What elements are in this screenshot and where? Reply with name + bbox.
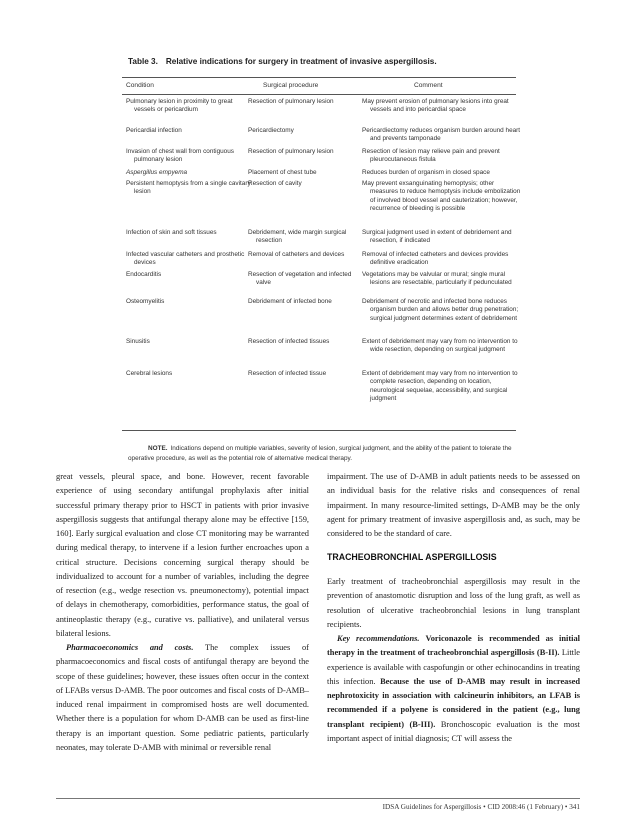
- right-column-top: [327, 470, 580, 541]
- run-in-heading: Key recommendations.: [337, 634, 420, 643]
- run-in-heading: Pharmacoeconomics and costs.: [66, 643, 194, 652]
- row-comment: May prevent erosion of pulmonary lesions into great vessels and into pericardial space: [362, 98, 509, 114]
- row-condition: Cerebral lesions: [126, 370, 173, 377]
- page-footer: IDSA Guidelines for Aspergillosis • CID 2008:46 (1 February) • 341: [382, 803, 580, 811]
- footer-rule: [56, 798, 580, 799]
- paragraph: impairment. The use of D-AMB in adult patients needs to be assessed on an individual basis for the relative risks and consequences of renal impairment. In many resource-limited settings, D-AMB may be the only agent for primary treatment of invasive aspergillosis and, as such, may be considered to be the standard of care.: [327, 472, 580, 538]
- section-heading: TRACHEOBRONCHIAL ASPERGILLOSIS: [327, 552, 497, 562]
- row-comment: May prevent exsanguinating hemoptysis; other measures to reduce hemoptysis include embolization of involved blood vessel and cauterization; however, recurrence of bleeding is possible: [362, 180, 521, 213]
- row-condition: Pulmonary lesion in proximity to great vessels or pericardium: [126, 98, 233, 114]
- table-top-rule: [122, 77, 516, 78]
- row-procedure: Debridement of infected bone: [248, 298, 332, 305]
- row-comment: Vegetations may be valvular or mural; single mural lesions are resectable, particularly if pedunculated: [362, 271, 512, 287]
- table-header-rule: [122, 94, 516, 95]
- left-column: [56, 470, 309, 755]
- table-label: Table 3.: [128, 57, 158, 66]
- paragraph-text: Bronchoscopic evaluation is the most important aspect of initial diagnosis; CT will assess the: [327, 719, 581, 743]
- row-condition: Osteomyelitis: [126, 298, 165, 305]
- recommendation-text: Because the use of D-AMB may result in increased nephrotoxicity in association with calcineurin inhibitors, an LFAB is recommended if a polyene is considered in the patient (e.g., lung transplant recipient) (B-III).: [327, 676, 581, 729]
- row-condition: Infection of skin and soft tissues: [126, 229, 217, 236]
- row-comment: Resection of lesion may relieve pain and prevent pleurocutaneous fistula: [362, 148, 500, 164]
- row-comment: Extent of debridement may vary from no intervention to wide resection, depending on surgical judgment: [362, 338, 518, 354]
- row-comment: Removal of infected catheters and devices provides definitive eradication: [362, 251, 509, 267]
- recommendation-text: Voriconazole is recommended as initial therapy in the treatment of tracheobronchial aspergillosis (B-II).: [327, 634, 580, 658]
- row-comment: Reduces burden of organism in closed space: [362, 169, 490, 176]
- column-header-condition: Condition: [126, 82, 154, 89]
- row-condition: Invasion of chest wall from contiguous pulmonary lesion: [126, 148, 234, 164]
- paragraph: [327, 632, 580, 746]
- table-bottom-rule: [122, 430, 516, 431]
- right-column-bottom: [327, 575, 580, 746]
- row-condition: Pericardial infection: [126, 127, 182, 134]
- column-header-procedure: Surgical procedure: [263, 82, 319, 89]
- note-text: Indications depend on multiple variables, severity of lesion, surgical judgment, and the ability of the patient to tolerate the operative procedure, as well as the potential role of alternative medical therapy.: [128, 445, 512, 462]
- row-procedure: Resection of pulmonary lesion: [248, 148, 334, 155]
- paragraph: great vessels, pleural space, and bone. However, recent favorable experience of using secondary antifungal prophylaxis after initial successful primary therapy prior to HSCT in patients with prior invasive aspergillosis suggests that antifungal therapy alone may be effective [159, 160]. Early surgical evaluation and close CT monitoring may be warranted during medical therapy, to intervene if a lesion further encroaches upon a critical structure. Decisions concerning surgical therapy should be individualized to account for a number of variables, including the degree of resection (e.g., wedge resection vs. pneumonectomy), potential impact of delays in chemotherapy, comorbidities, performance status, the goal of antineoplastic therapy (e.g., curative vs. palliative), and unilateral versus bilateral lesions.: [56, 472, 309, 638]
- row-procedure: Pericardiectomy: [248, 127, 294, 134]
- paragraph: [56, 641, 309, 755]
- row-procedure: Resection of infected tissues: [248, 338, 330, 345]
- table-caption: Relative indications for surgery in treatment of invasive aspergillosis.: [165, 57, 437, 66]
- row-comment: Debridement of necrotic and infected bone reduces organism burden and allows better drug penetration; surgical judgment determines extent of debridement: [362, 298, 519, 322]
- row-procedure: Resection of infected tissue: [248, 370, 327, 377]
- row-condition: Aspergillus empyema: [126, 169, 188, 176]
- column-header-comment: Comment: [414, 82, 443, 89]
- row-procedure: Placement of chest tube: [248, 169, 317, 176]
- row-procedure: Debridement, wide margin surgical resection: [248, 229, 347, 245]
- note-label: NOTE.: [148, 445, 168, 452]
- paragraph-text: Little experience is available with caspofungin or other echinocandins in treating this infection.: [327, 648, 581, 686]
- row-condition: Persistent hemoptysis from a single cavitary lesion: [126, 180, 251, 196]
- row-condition: Infected vascular catheters and prosthetic devices: [126, 251, 245, 267]
- row-procedure: Resection of pulmonary lesion: [248, 98, 334, 105]
- row-comment: Surgical judgment used in extent of debridement and resection, if indicated: [362, 229, 512, 245]
- table-title: [128, 57, 528, 66]
- row-procedure: Removal of catheters and devices: [248, 251, 345, 258]
- row-procedure: Resection of cavity: [248, 180, 302, 187]
- row-comment: Pericardiectomy reduces organism burden around heart and prevents tamponade: [362, 127, 521, 143]
- table-note: [128, 444, 516, 463]
- row-condition: Sinusitis: [126, 338, 150, 345]
- row-condition: Endocarditis: [126, 271, 162, 278]
- row-comment: Extent of debridement may vary from no intervention to complete resection, depending on location, neurological sequelae, accessibility, and surgical judgment: [362, 370, 518, 403]
- row-procedure: Resection of vegetation and infected valve: [248, 271, 352, 287]
- paragraph: Early treatment of tracheobronchial aspergillosis may result in the prevention of anastomotic disruption and loss of the lung graft, as well as resolution of ulcerative tracheobronchial lesions in lung transplant recipients.: [327, 577, 580, 629]
- paragraph-text: The complex issues of pharmacoeconomics and fiscal costs of antifungal therapy are beyond the scope of these guidelines; however, these issues often occur in the context of LFABs versus D-AMB. The poor outcomes and fiscal costs of D-AMB–induced renal impairment in compromised hosts are well documented. Whether there is a population for whom D-AMB can be used as first-line therapy is an important question. Some pediatric patients, particularly neonates, may tolerate D-AMB with minimal or reversible renal: [56, 643, 309, 752]
